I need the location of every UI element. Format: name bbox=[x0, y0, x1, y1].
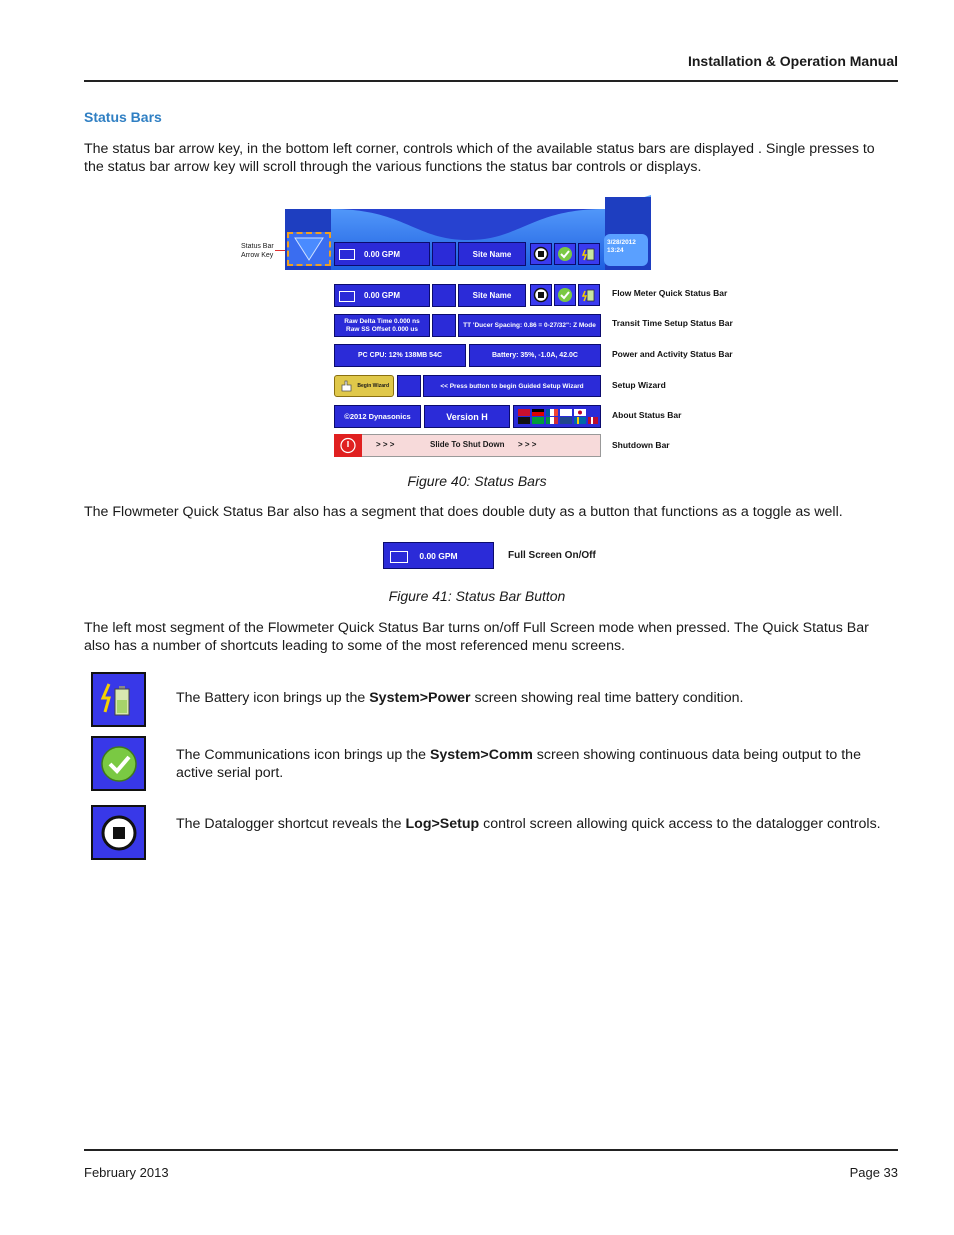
toggle-paragraph: The Flowmeter Quick Status Bar also has a segment that does double duty as a button that functions as a toggle as well. bbox=[84, 504, 843, 520]
about-version-segment: Version H bbox=[424, 405, 510, 428]
footer-date: February 2013 bbox=[84, 1165, 169, 1180]
top-gpm-button[interactable] bbox=[334, 242, 430, 266]
datalogger-icon-tile bbox=[91, 805, 146, 860]
datalogger-description bbox=[176, 815, 898, 833]
figure41-caption: Figure 41: Status Bar Button bbox=[388, 588, 566, 604]
quick-gpm-segment[interactable] bbox=[334, 284, 430, 307]
top-battery-button[interactable] bbox=[578, 243, 600, 265]
battery-icon bbox=[99, 680, 139, 720]
quick-site-name: Site Name bbox=[458, 284, 526, 307]
fullscreen-icon bbox=[339, 249, 355, 260]
raw-delta-time: Raw Delta Time 0.000 ns bbox=[344, 317, 420, 325]
shutdown-arrows-right: > > > bbox=[518, 440, 537, 449]
fullscreen-toggle-button[interactable] bbox=[383, 542, 494, 569]
raw-ss-offset: Raw SS Offset 0.000 us bbox=[346, 325, 418, 333]
top-blank-segment bbox=[432, 242, 456, 266]
hand-pointer-icon bbox=[339, 379, 353, 393]
battery-desc-bold: System>Power bbox=[369, 690, 471, 706]
datalogger-icon bbox=[533, 246, 549, 262]
footer-rule bbox=[84, 1149, 898, 1151]
shutdown-label: Slide To Shut Down bbox=[430, 440, 505, 449]
time-text: 13:24 bbox=[607, 247, 624, 254]
about-copyright-segment: ©2012 Dynasonics bbox=[334, 405, 421, 428]
bar-label-about: About Status Bar bbox=[612, 410, 682, 420]
top-datalogger-button[interactable] bbox=[530, 243, 552, 265]
bar-label-wizard: Setup Wizard bbox=[612, 380, 666, 390]
comm-desc-post: screen showing continuous data being output to the active serial port. bbox=[176, 747, 861, 781]
flags-icon bbox=[516, 407, 598, 426]
footer-page: Page 33 bbox=[849, 1165, 898, 1180]
arrow-key-callout: Status Bar Arrow Key bbox=[241, 243, 274, 259]
bar-label-quick: Flow Meter Quick Status Bar bbox=[612, 288, 728, 298]
datalogger-desc-pre: The Datalogger shortcut reveals the bbox=[176, 816, 406, 832]
bar-label-power: Power and Activity Status Bar bbox=[612, 349, 733, 359]
transit-blank-segment bbox=[432, 314, 456, 337]
header-title: Installation & Operation Manual bbox=[687, 53, 898, 69]
datalogger-icon bbox=[533, 287, 549, 303]
battery-description bbox=[176, 689, 898, 707]
top-site-name: Site Name bbox=[458, 242, 526, 266]
date-time-button[interactable] bbox=[604, 234, 648, 266]
language-flags-segment[interactable] bbox=[513, 405, 601, 428]
intro-paragraph: The status bar arrow key, in the bottom left corner, controls which of the available status bars are displayed . Single presses to the status bar arrow key will scroll through the various functions the status bar controls or displays. bbox=[84, 141, 875, 175]
shutdown-slider-button[interactable] bbox=[334, 434, 362, 457]
bar-label-shutdown: Shutdown Bar bbox=[612, 440, 670, 450]
top-gpm-value: 0.00 GPM bbox=[363, 249, 400, 259]
wizard-prompt-segment: << Press button to begin Guided Setup Wizard bbox=[423, 375, 601, 397]
fullscreen-icon bbox=[339, 291, 355, 302]
date-text: 3/28/2012 bbox=[607, 239, 636, 246]
power-battery-segment: Battery: 35%, -1.0A, 42.0C bbox=[469, 344, 601, 367]
battery-desc-post: screen showing real time battery condition. bbox=[470, 690, 744, 706]
check-icon bbox=[99, 744, 139, 784]
shutdown-arrows-left: > > > bbox=[376, 440, 395, 449]
transit-spacing-segment: TT 'Ducer Spacing: 0.86 = 0-27/32": Z Mode bbox=[458, 314, 601, 337]
arrow-down-icon bbox=[289, 234, 329, 264]
battery-icon bbox=[581, 246, 597, 262]
check-icon bbox=[557, 287, 573, 303]
figure40-caption: Figure 40: Status Bars bbox=[407, 473, 547, 489]
fullscreen-icon bbox=[390, 551, 408, 563]
quick-gpm-value: 0.00 GPM bbox=[363, 291, 400, 300]
datalogger-desc-post: control screen allowing quick access to the datalogger controls. bbox=[479, 816, 881, 832]
datalogger-icon bbox=[99, 813, 139, 853]
quick-battery-button[interactable] bbox=[578, 284, 600, 306]
quick-datalogger-button[interactable] bbox=[530, 284, 552, 306]
transit-delta-segment bbox=[334, 314, 430, 337]
power-cpu-segment: PC CPU: 12% 138MB 54C bbox=[334, 344, 466, 367]
begin-wizard-button[interactable] bbox=[334, 375, 394, 397]
fig41-gpm-value: 0.00 GPM bbox=[419, 550, 458, 561]
shortcuts-paragraph: The left most segment of the Flowmeter Quick Status Bar turns on/off Full Screen mode when pressed. The Quick Status Bar also has a number of shortcuts leading to some of the most referenced menu screens. bbox=[84, 620, 869, 654]
check-icon bbox=[557, 246, 573, 262]
power-icon bbox=[334, 434, 362, 457]
battery-icon-tile bbox=[91, 672, 146, 727]
bar-label-transit: Transit Time Setup Status Bar bbox=[612, 318, 733, 328]
top-comm-button[interactable] bbox=[554, 243, 576, 265]
fullscreen-label: Full Screen On/Off bbox=[508, 550, 596, 561]
comm-desc-bold: System>Comm bbox=[429, 747, 533, 763]
comm-description bbox=[176, 746, 898, 782]
datalogger-desc-bold: Log>Setup bbox=[405, 816, 480, 832]
header-rule bbox=[84, 80, 898, 82]
quick-blank-segment bbox=[432, 284, 456, 307]
status-bar-arrow-key[interactable] bbox=[287, 232, 331, 266]
battery-icon bbox=[581, 287, 597, 303]
wizard-blank-segment bbox=[397, 375, 421, 397]
quick-comm-button[interactable] bbox=[554, 284, 576, 306]
comm-icon-tile bbox=[91, 736, 146, 791]
section-title: Status Bars bbox=[84, 109, 162, 125]
battery-desc-pre: The Battery icon brings up the bbox=[176, 690, 370, 706]
comm-desc-pre: The Communications icon brings up the bbox=[176, 747, 430, 763]
begin-wizard-label: Begin Wizard bbox=[357, 383, 389, 389]
